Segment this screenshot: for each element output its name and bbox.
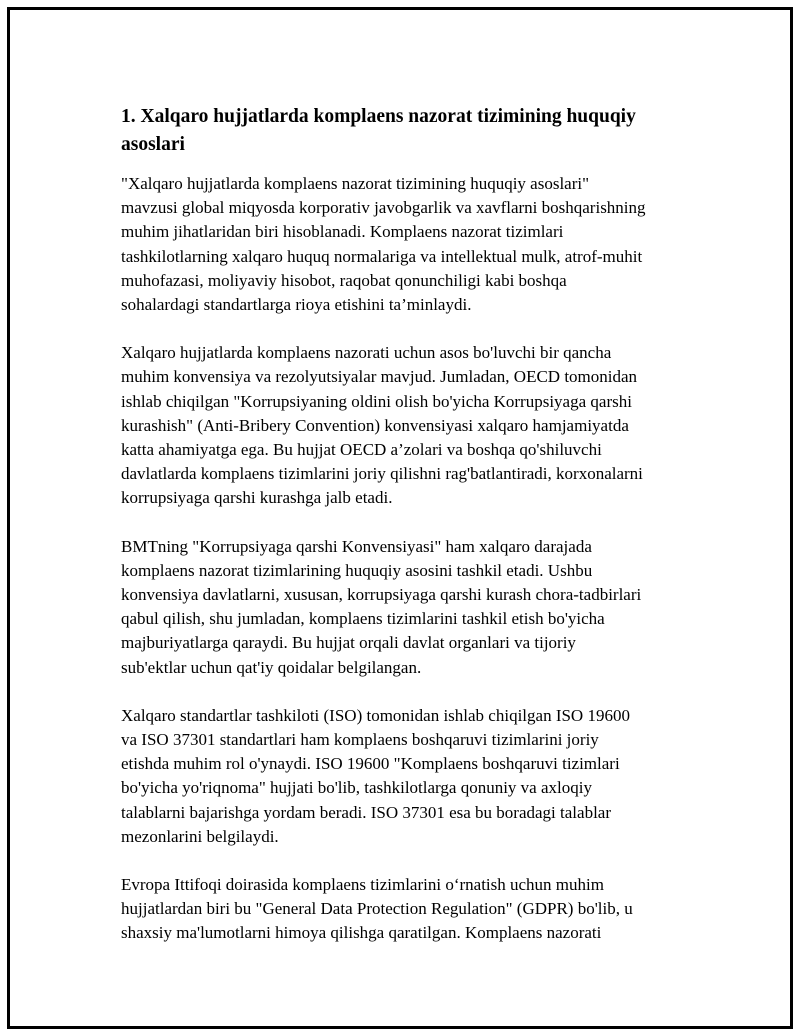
- paragraph-line: Evropa Ittifoqi doirasida komplaens tizimlarini o‘rnatish uchun muhim: [121, 875, 604, 895]
- paragraph-line: sohalardagi standartlarga rioya etishini ta’minlaydi.: [121, 295, 472, 315]
- paragraph-line: ishlab chiqilgan "Korrupsiyaning oldini olish bo'yicha Korrupsiyaga qarshi: [121, 391, 632, 411]
- heading-line: 1. Xalqaro hujjatlarda komplaens nazorat tizimining huquqiy: [121, 106, 636, 127]
- paragraph-5: [121, 873, 701, 946]
- paragraph-line: sub'ektlar uchun qat'iy qoidalar belgilangan.: [121, 657, 422, 677]
- paragraph-line: mezonlarini belgilaydi.: [121, 826, 279, 846]
- paragraph-line: "Xalqaro hujjatlarda komplaens nazorat tizimining huquqiy asoslari": [121, 174, 590, 193]
- paragraph-line: majburiyatlarga qaraydi. Bu hujjat orqali davlat organlari va tijoriy: [121, 633, 576, 653]
- paragraph-line: Xalqaro standartlar tashkiloti (ISO) tomonidan ishlab chiqilgan ISO 19600: [121, 705, 630, 725]
- paragraph-line: talablarni bajarishga yordam beradi. ISO 37301 esa bu boradagi talablar: [121, 802, 611, 822]
- paragraph-line: katta ahamiyatga ega. Bu hujjat OECD a’zolari va boshqa qo'shiluvchi: [121, 440, 602, 460]
- paragraph-line: komplaens nazorat tizimlarining huquqiy asosini tashkil etadi. Ushbu: [121, 560, 593, 580]
- paragraph-3: [121, 535, 701, 680]
- paragraph-line: kurashish" (Anti-Bribery Convention) konvensiyasi xalqaro hamjamiyatda: [121, 415, 629, 435]
- paragraph-1: [121, 172, 701, 317]
- paragraph-line: mavzusi global miqyosda korporativ javobgarlik va xavflarni boshqarishning: [121, 198, 646, 218]
- paragraph-line: va ISO 37301 standartlari ham komplaens boshqaruvi tizimlarini joriy: [121, 730, 599, 750]
- paragraph-line: muhofazasi, moliyaviy hisobot, raqobat qonunchiligi kabi boshqa: [121, 270, 567, 290]
- paragraph-line: konvensiya davlatlarni, xususan, korrupsiyaga qarshi kurash chora-tadbirlari: [121, 585, 642, 605]
- paragraph-line: hujjatlardan biri bu "General Data Protection Regulation" (GDPR) bo'lib, u: [121, 899, 633, 919]
- paragraph-line: muhim jihatlaridan biri hisoblanadi. Komplaens nazorat tizimlari: [121, 222, 564, 242]
- paragraph-line: shaxsiy ma'lumotlarni himoya qilishga qaratilgan. Komplaens nazorati: [121, 923, 602, 943]
- paragraph-line: tashkilotlarning xalqaro huquq normalariga va intellektual mulk, atrof-muhit: [121, 246, 643, 266]
- paragraph-line: Xalqaro hujjatlarda komplaens nazorati uchun asos bo'luvchi bir qancha: [121, 343, 612, 363]
- paragraph-line: korrupsiyaga qarshi kurashga jalb etadi.: [121, 488, 393, 508]
- paragraph-line: BMTning "Korrupsiyaga qarshi Konvensiyasi" ham xalqaro darajada: [121, 536, 592, 556]
- paragraph-line: bo'yicha yo'riqnoma" hujjati bo'lib, tashkilotlarga qonuniy va axloqiy: [121, 778, 592, 798]
- section-heading: [121, 103, 701, 159]
- document-body: [121, 103, 701, 970]
- paragraph-2: [121, 341, 701, 510]
- paragraph-4: [121, 704, 701, 849]
- heading-line: asoslari: [121, 134, 185, 155]
- paragraph-line: muhim konvensiya va rezolyutsiyalar mavjud. Jumladan, OECD tomonidan: [121, 367, 638, 387]
- paragraph-line: etishda muhim rol o'ynaydi. ISO 19600 "Komplaens boshqaruvi tizimlari: [121, 754, 620, 774]
- paragraph-line: davlatlarda komplaens tizimlarini joriy qilishni rag'batlantiradi, korxonalarni: [121, 464, 643, 484]
- page-frame: [7, 7, 793, 1029]
- paragraph-line: qabul qilish, shu jumladan, komplaens tizimlarini tashkil etish bo'yicha: [121, 609, 605, 629]
